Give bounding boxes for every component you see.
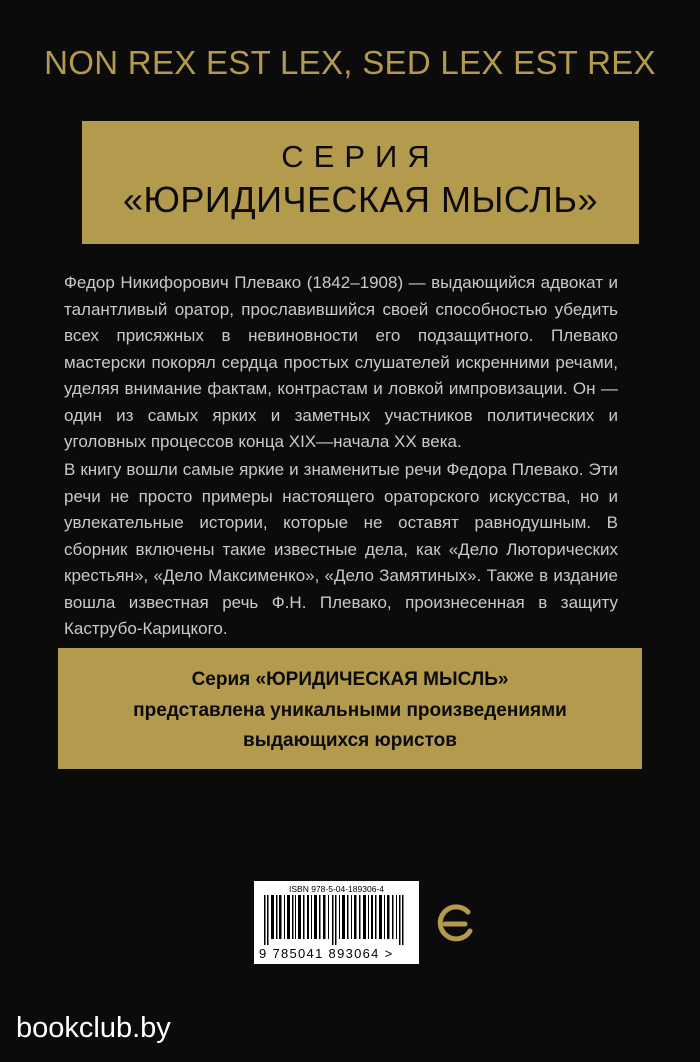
isbn-barcode-block	[254, 881, 419, 964]
barcode-digits: 9 785041 893064 >	[259, 946, 394, 961]
series-title-panel	[82, 121, 639, 244]
barcode-icon	[262, 895, 412, 945]
watermark-site-name: bookclub.by	[16, 1012, 171, 1044]
promo-line-3: выдающихся юристов	[243, 730, 457, 751]
series-label: СЕРИЯ	[281, 139, 440, 174]
series-name: «ЮРИДИЧЕСКАЯ МЫСЛЬ»	[123, 179, 598, 220]
description-paragraph-1: Федор Никифорович Плевако (1842–1908) — выдающийся адвокат и талантливый оратор, прославившийся своей способностью убедить всех присяжных в невиновности его подзащитного. Плевако мастерски покорял сердца простых слушателей искренними речами, уделяя внимание фактам, контрастам и ловкой импровизации. Он — один из самых ярких и заметных участников политических и уголовных процессов конца XIX—начала XX века.	[64, 273, 618, 451]
promo-line-2: представлена уникальными произведениями	[133, 699, 567, 721]
eksmo-e-logo-icon	[435, 904, 475, 944]
promo-line-1: Серия «ЮРИДИЧЕСКАЯ МЫСЛЬ»	[191, 669, 509, 690]
latin-motto: NON REX EST LEX, SED LEX EST REX	[44, 44, 656, 81]
series-promo-panel	[58, 648, 642, 769]
description-paragraph-2: В книгу вошли самые яркие и знаменитые речи Федора Плевако. Эти речи не просто примеры настоящего ораторского искусства, но и увлекательные истории, которые не оставят равнодушным. В сборник включены такие известные дела, как «Дело Люторических крестьян», «Дело Максименко», «Дело Замятиных». Также в издание вошла известная речь Ф.Н. Плевако, произнесенная в защиту Каструбо-Карицкого.	[64, 460, 618, 638]
isbn-label: ISBN 978-5-04-189306-4	[289, 884, 384, 894]
